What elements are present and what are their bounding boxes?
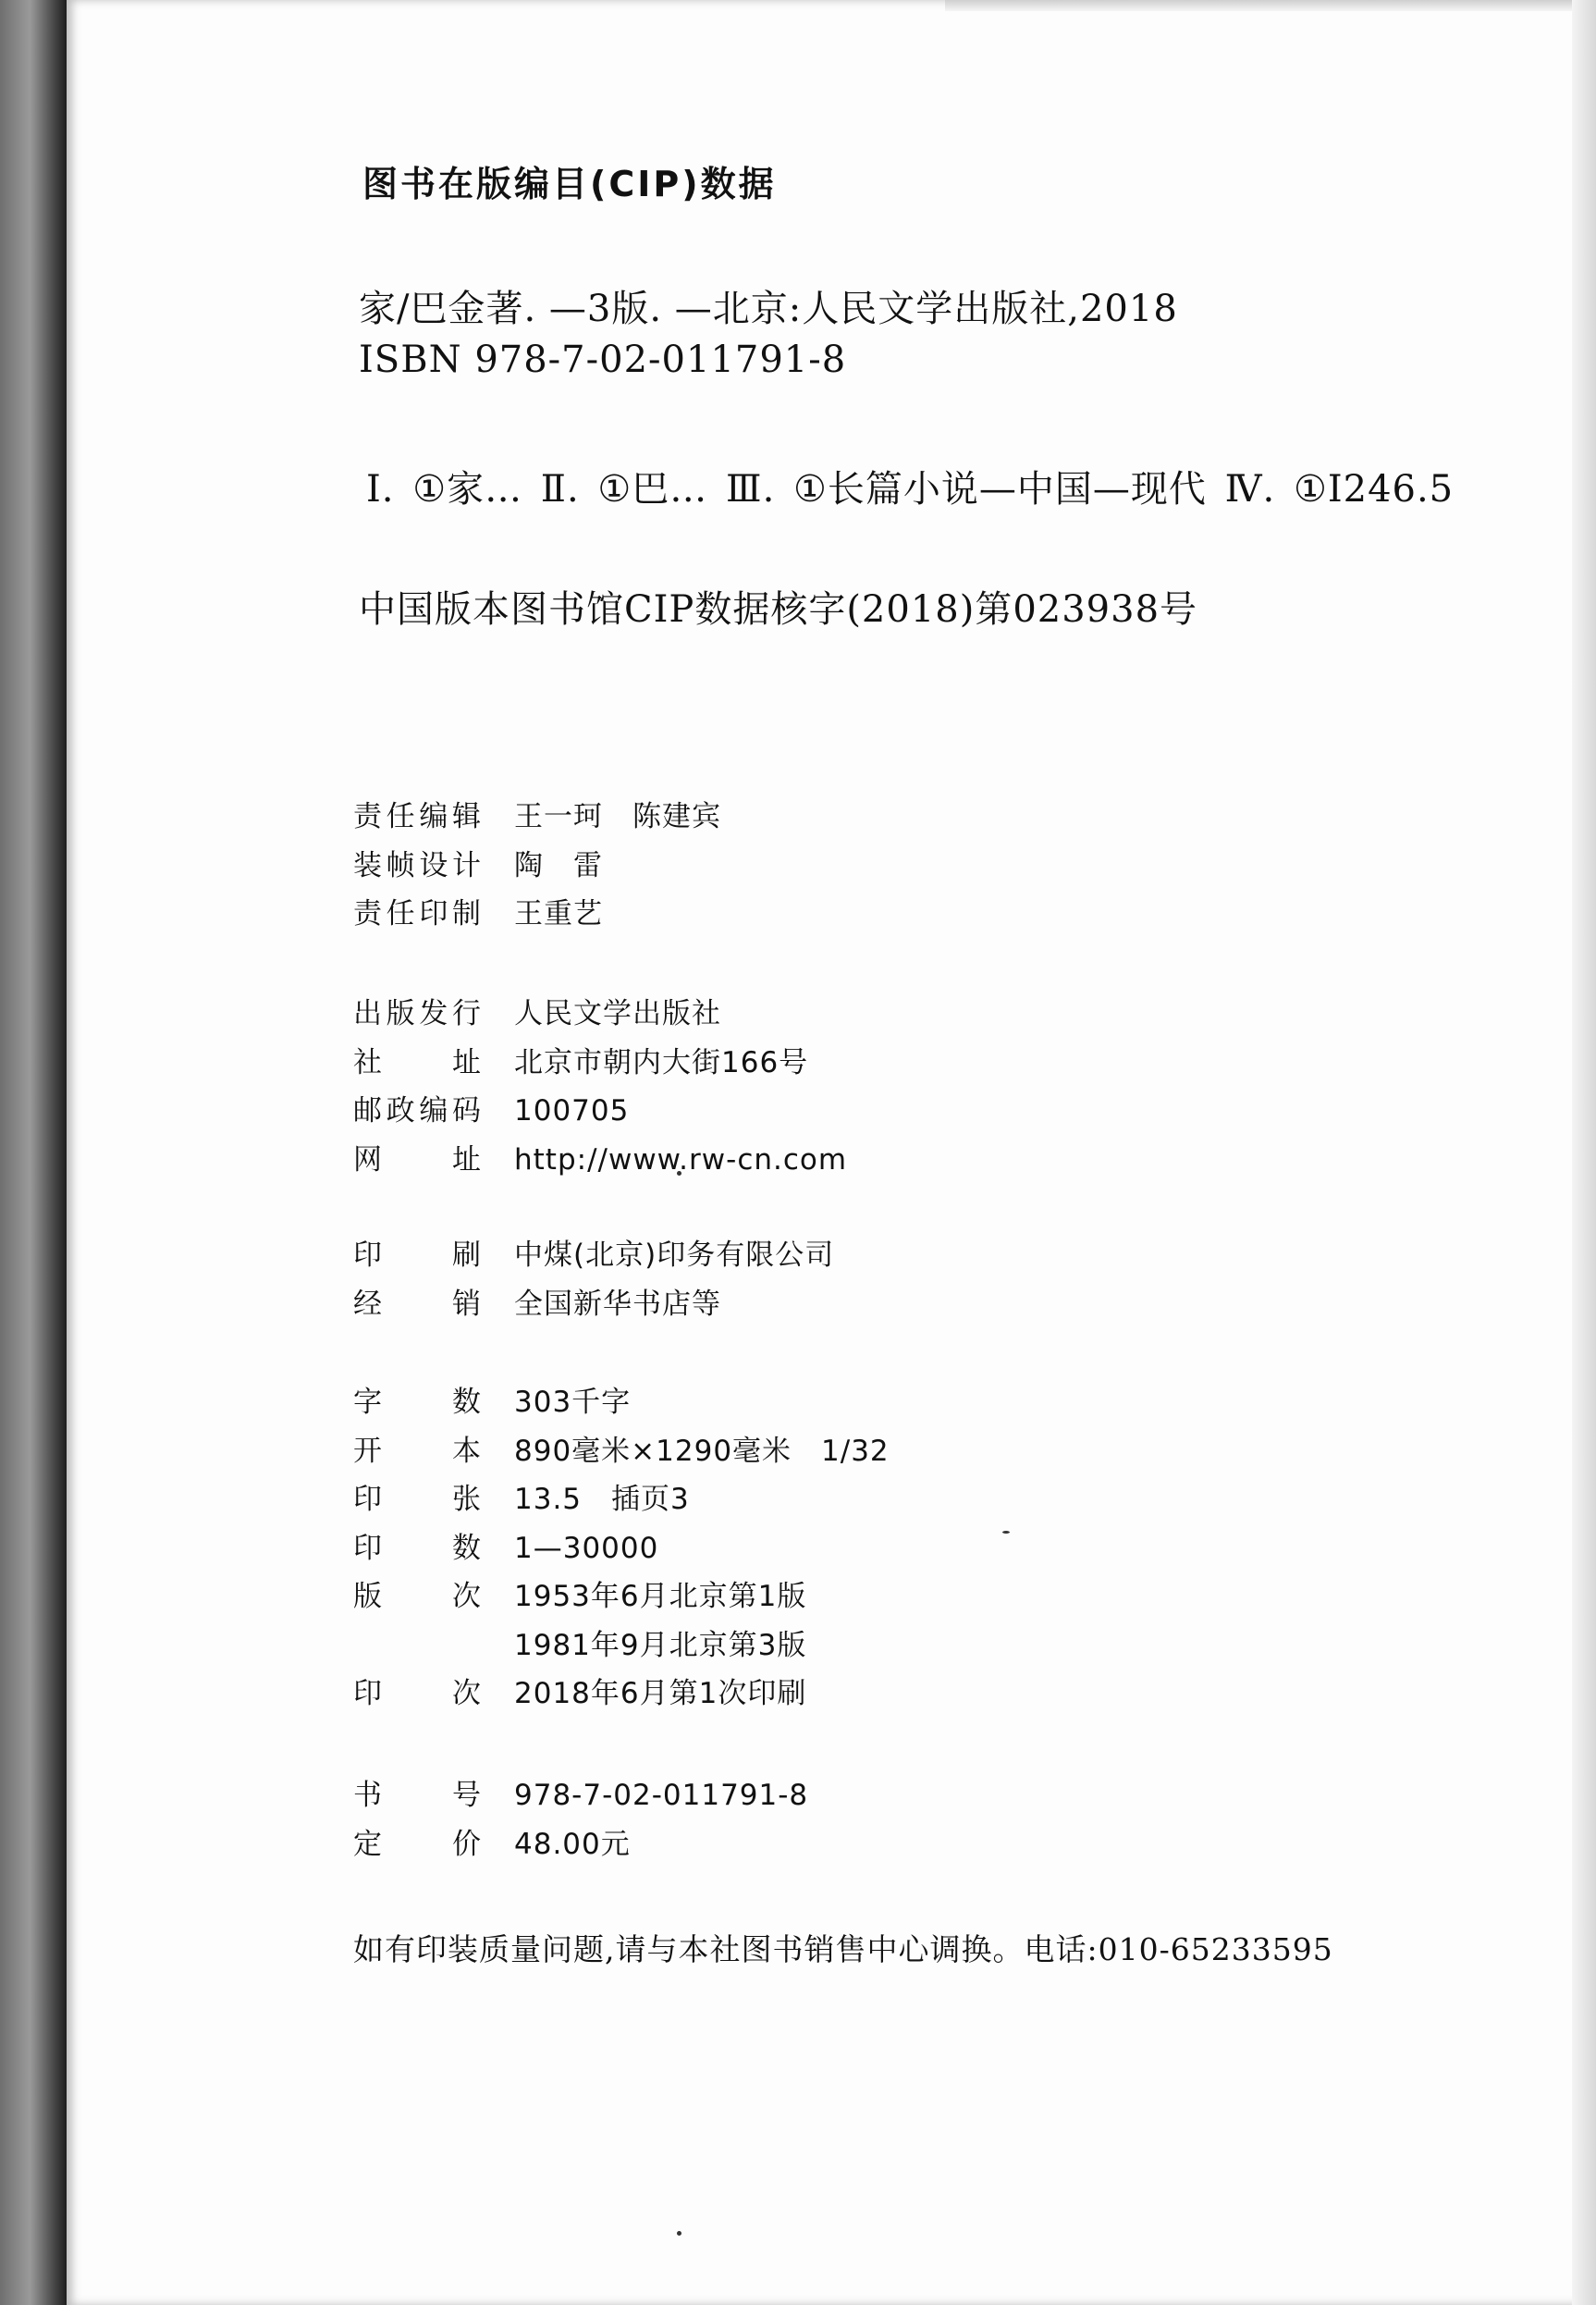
printing-value: 中煤(北京)印务有限公司 bbox=[514, 1239, 835, 1272]
specs-row bbox=[353, 1475, 690, 1517]
publisher-label: 邮政编码 bbox=[353, 1094, 483, 1128]
cip-isbn: ISBN 978-7-02-011791-8 bbox=[359, 339, 847, 381]
printing-row bbox=[353, 1231, 834, 1273]
publisher-row bbox=[353, 1087, 629, 1128]
cip-bibliographic-line: 家/巴金著. —3版. —北京:人民文学出版社,2018 bbox=[359, 288, 1178, 330]
cip-title: 图书在版编目(CIP)数据 bbox=[362, 164, 777, 204]
credits-row bbox=[353, 793, 721, 834]
page-edge-right bbox=[1572, 0, 1596, 2305]
pricing-row bbox=[353, 1771, 808, 1813]
publisher-row bbox=[353, 1039, 808, 1080]
specs-label: 字数 bbox=[353, 1386, 483, 1419]
credits-label: 责任印制 bbox=[353, 897, 483, 931]
credits-row bbox=[353, 842, 603, 883]
specs-value: 13.5 插页3 bbox=[514, 1483, 690, 1516]
pricing-row bbox=[353, 1820, 631, 1862]
scan-border-left bbox=[0, 0, 67, 2305]
credits-value: 陶 雷 bbox=[514, 848, 603, 882]
print-speck bbox=[1002, 1531, 1010, 1534]
specs-value: 1—30000 bbox=[514, 1531, 659, 1565]
specs-value: 1953年6月北京第1版 bbox=[514, 1580, 807, 1613]
publisher-row bbox=[353, 1136, 847, 1177]
pricing-value: 48.00元 bbox=[514, 1827, 631, 1861]
credits-label: 装帧设计 bbox=[353, 848, 483, 882]
quality-notice: 如有印装质量问题,请与本社图书销售中心调换。电话:010-65233595 bbox=[353, 1931, 1333, 1967]
specs-row bbox=[353, 1524, 658, 1566]
specs-row bbox=[353, 1670, 806, 1711]
specs-label: 版次 bbox=[353, 1580, 483, 1613]
specs-row bbox=[353, 1621, 806, 1663]
specs-row bbox=[353, 1427, 890, 1469]
specs-label: 印次 bbox=[353, 1677, 483, 1710]
specs-label: 印数 bbox=[353, 1531, 483, 1565]
publisher-value: 100705 bbox=[514, 1094, 630, 1128]
pricing-label: 书号 bbox=[353, 1779, 483, 1812]
specs-value: 1981年9月北京第3版 bbox=[514, 1628, 807, 1662]
credits-label: 责任编辑 bbox=[353, 800, 483, 833]
publisher-label: 网址 bbox=[353, 1142, 483, 1177]
publisher-value: http://www.rw-cn.com bbox=[514, 1142, 848, 1177]
credits-row bbox=[353, 890, 603, 931]
specs-label: 印张 bbox=[353, 1483, 483, 1516]
printing-label: 经销 bbox=[353, 1287, 483, 1321]
publisher-label: 社址 bbox=[353, 1045, 483, 1079]
page-edge-top bbox=[945, 0, 1596, 11]
publisher-label: 出版发行 bbox=[353, 997, 483, 1030]
credits-value: 王一珂 陈建宾 bbox=[514, 800, 721, 833]
specs-label: 开本 bbox=[353, 1434, 483, 1468]
cip-classification: Ⅰ. ①家… Ⅱ. ①巴… Ⅲ. ①长篇小说—中国—现代 Ⅳ. ①I246.5 bbox=[366, 468, 1455, 511]
specs-row bbox=[353, 1378, 631, 1420]
publisher-row bbox=[353, 990, 721, 1031]
specs-value: 890毫米×1290毫米 1/32 bbox=[514, 1434, 890, 1468]
pricing-label: 定价 bbox=[353, 1827, 483, 1861]
credits-value: 王重艺 bbox=[514, 897, 603, 931]
publisher-value: 人民文学出版社 bbox=[514, 997, 721, 1030]
specs-row bbox=[353, 1572, 806, 1614]
printing-value: 全国新华书店等 bbox=[514, 1287, 721, 1321]
printing-label: 印刷 bbox=[353, 1239, 483, 1272]
pricing-value: 978-7-02-011791-8 bbox=[514, 1779, 809, 1812]
publisher-value: 北京市朝内大街166号 bbox=[514, 1045, 809, 1079]
specs-value: 303千字 bbox=[514, 1386, 632, 1419]
printing-row bbox=[353, 1280, 721, 1322]
cip-record-number: 中国版本图书馆CIP数据核字(2018)第023938号 bbox=[359, 588, 1198, 631]
print-speck bbox=[677, 2231, 681, 2236]
specs-value: 2018年6月第1次印刷 bbox=[514, 1677, 807, 1710]
